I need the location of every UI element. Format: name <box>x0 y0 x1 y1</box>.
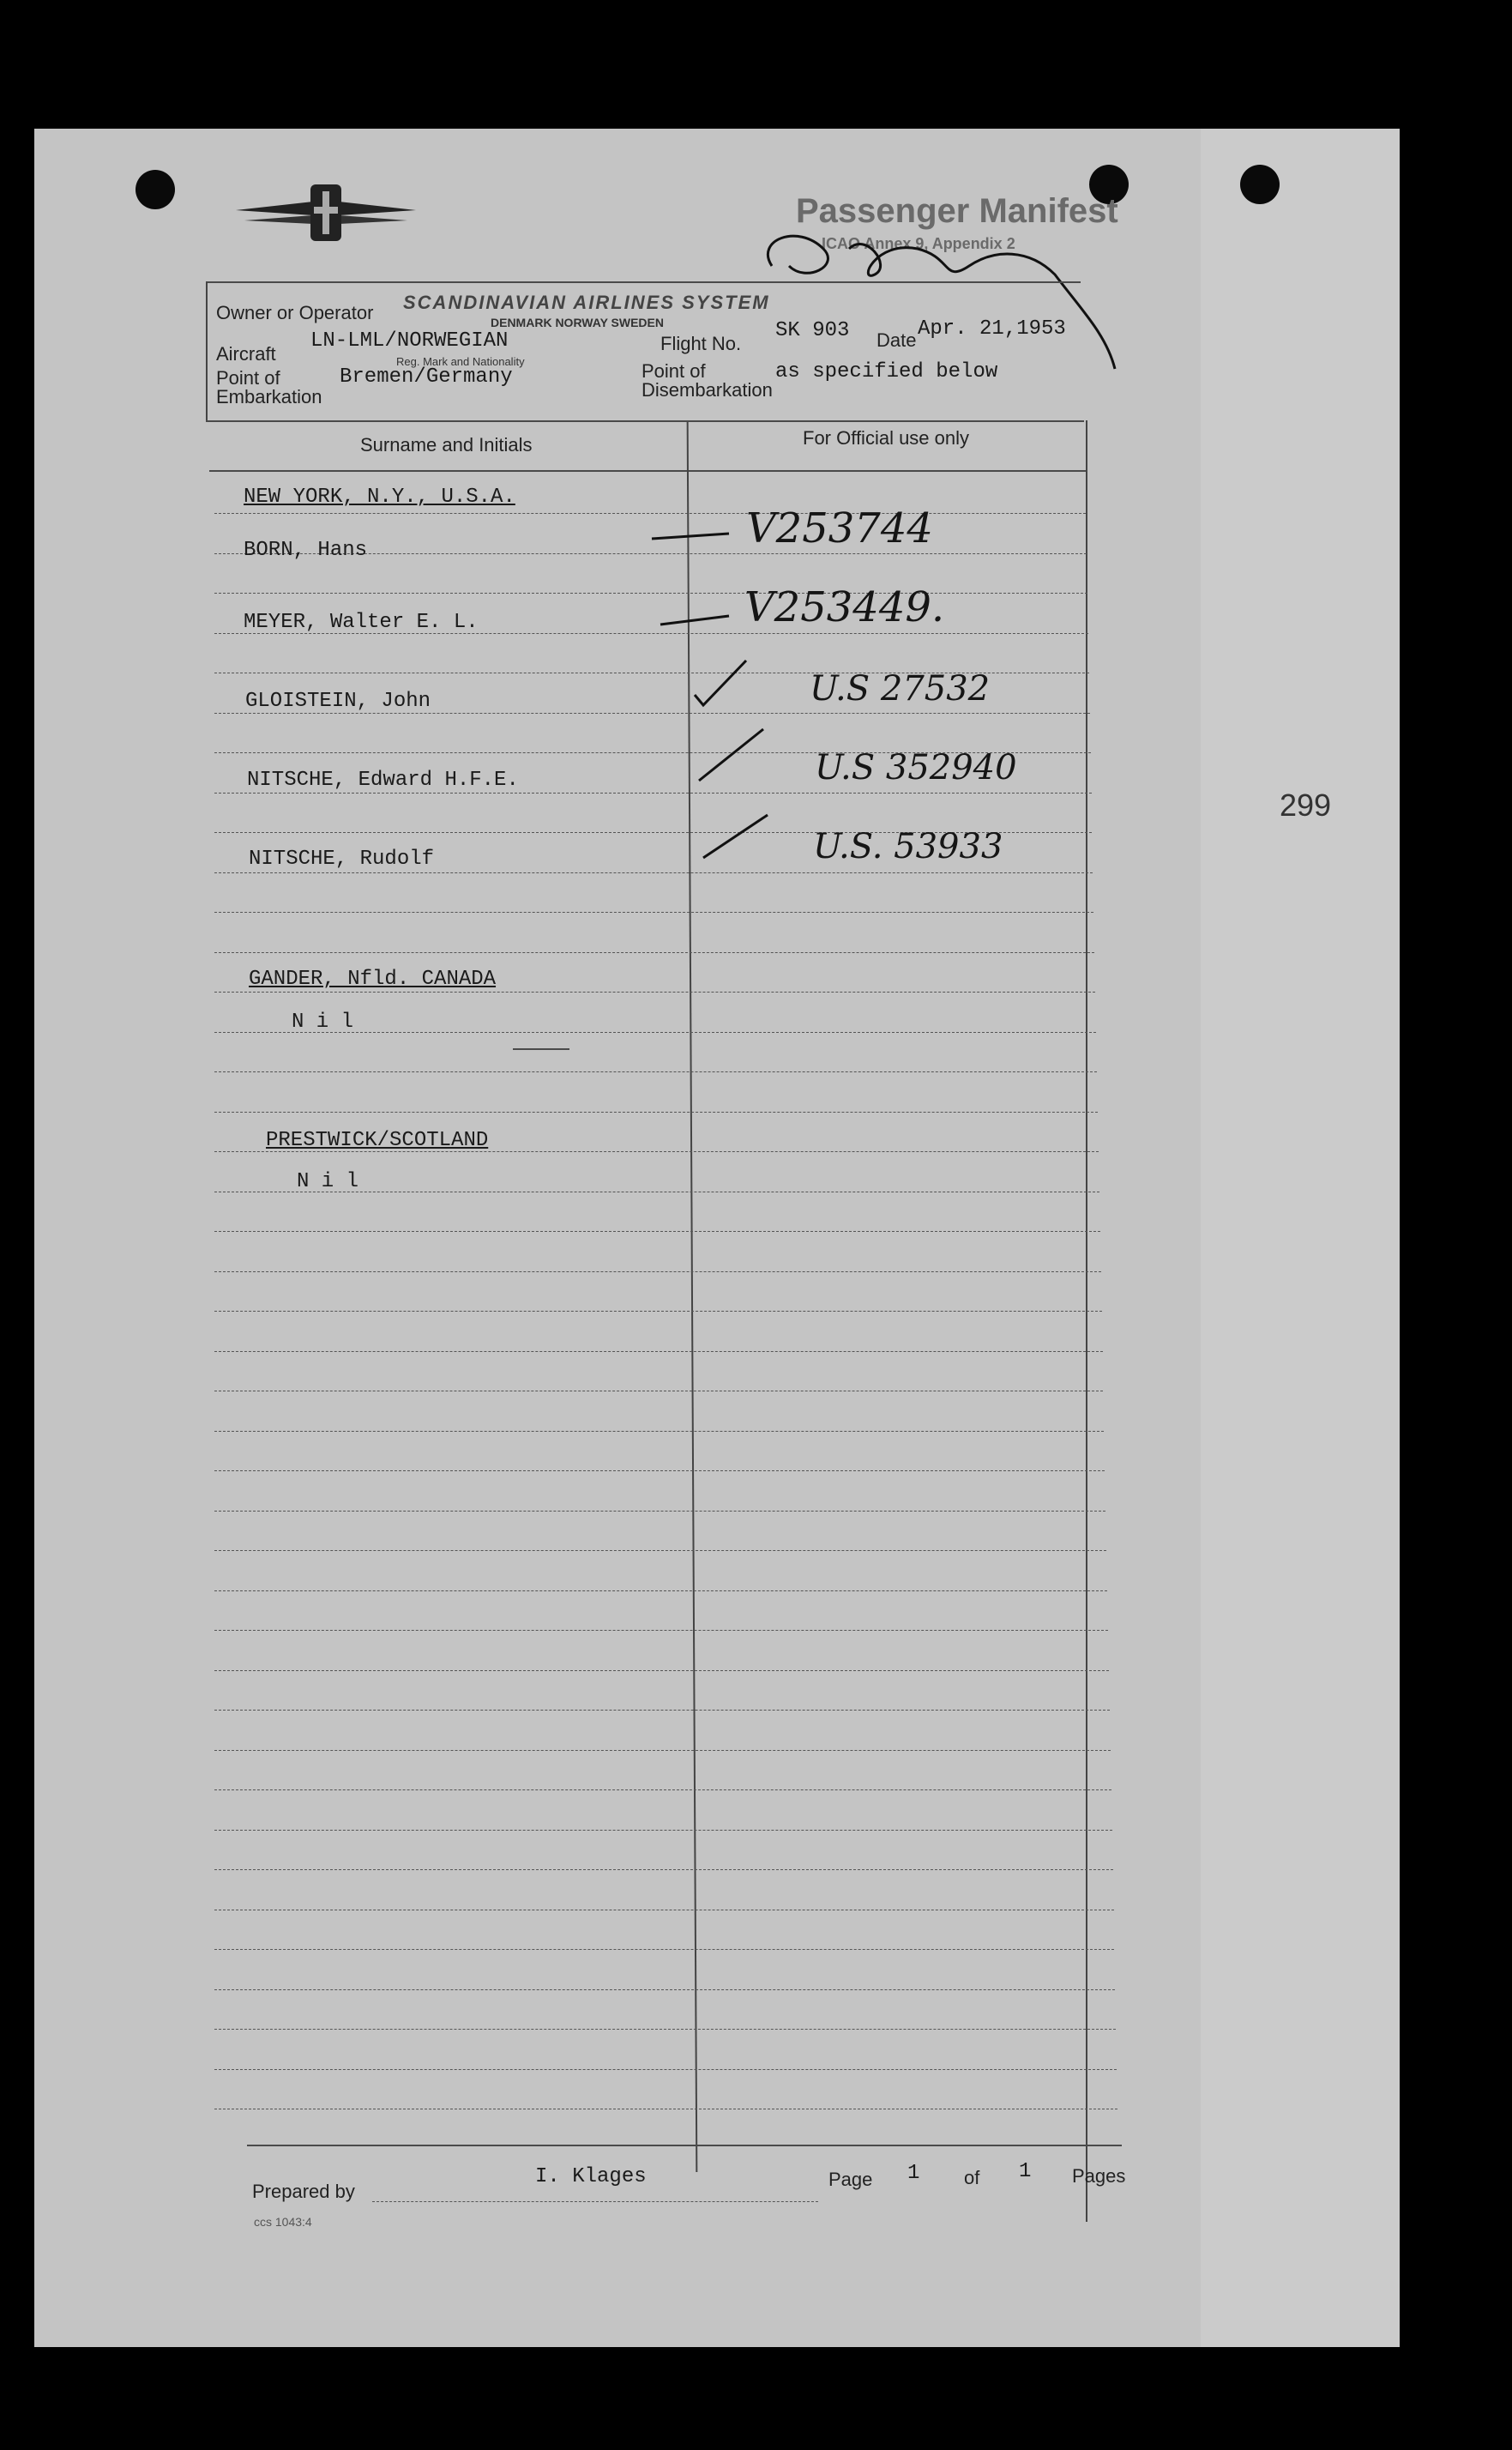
owner-countries: DENMARK NORWAY SWEDEN <box>491 316 664 329</box>
owner-label: Owner or Operator <box>216 302 374 323</box>
ruled-line <box>214 992 1095 993</box>
ruled-line <box>214 1710 1110 1711</box>
check-marks <box>643 515 780 875</box>
ruled-line <box>214 2029 1116 2030</box>
footer-top-rule <box>247 2145 1122 2146</box>
official-entry: U.S 27532 <box>810 669 991 709</box>
passenger-name: BORN, Hans <box>244 539 368 562</box>
official-header: For Official use only <box>803 427 970 449</box>
nil-underline <box>513 1048 569 1050</box>
owner-value: SCANDINAVIAN AIRLINES SYSTEM <box>403 292 770 313</box>
column-header-rule <box>209 470 1086 472</box>
disembark-value: as specified below <box>775 360 998 383</box>
ruled-line <box>214 1869 1113 1870</box>
page-value: 1 <box>907 2162 920 2185</box>
destination-gander: GANDER, Nfld. CANADA <box>249 968 497 991</box>
official-entry: V253744 <box>746 504 933 552</box>
pages-label: Pages <box>1072 2165 1126 2187</box>
date-value: Apr. 21,1953 <box>918 317 1066 341</box>
destination-new-york: NEW YORK, N.Y., U.S.A. <box>244 486 515 509</box>
header-top-rule <box>206 281 1081 283</box>
of-value: 1 <box>1019 2160 1032 2183</box>
ruled-line <box>214 1670 1109 1671</box>
ruled-line <box>214 513 1086 514</box>
ruled-line <box>214 2069 1117 2070</box>
of-label: of <box>964 2167 980 2188</box>
handwritten-mark <box>746 214 1123 377</box>
ruled-line <box>214 1789 1111 1790</box>
form-code: ccs 1043:4 <box>254 2215 312 2229</box>
passenger-name: NITSCHE, Rudolf <box>249 848 435 871</box>
nil-entry: N i l <box>297 1170 359 1193</box>
nil-entry: N i l <box>292 1011 354 1034</box>
embark-value: Bremen/Germany <box>340 365 513 389</box>
ruled-line <box>214 1949 1114 1950</box>
right-border <box>1086 420 1087 2222</box>
header-bottom-rule <box>206 420 1084 422</box>
paper-margin <box>1201 129 1400 2347</box>
disembark-label-2: Disembarkation <box>642 379 773 401</box>
ruled-line <box>214 912 1093 913</box>
airline-logo-icon <box>232 176 420 253</box>
prepared-value: I. Klages <box>535 2165 647 2188</box>
form-title: Passenger Manifest <box>796 192 1118 230</box>
official-entry: U.S 352940 <box>815 748 1017 788</box>
ruled-line <box>214 1590 1107 1591</box>
ruled-line <box>214 1311 1102 1312</box>
destination-prestwick: PRESTWICK/SCOTLAND <box>266 1129 489 1152</box>
ruled-line <box>214 952 1094 953</box>
embark-label-1: Point of <box>216 367 280 389</box>
ruled-line <box>214 1830 1112 1831</box>
prepared-label: Prepared by <box>252 2181 355 2202</box>
passenger-name: GLOISTEIN, John <box>245 690 431 713</box>
ruled-line <box>214 1231 1100 1232</box>
aircraft-label: Aircraft <box>216 343 276 365</box>
page-label: Page <box>828 2169 873 2190</box>
surname-header: Surname and Initials <box>360 434 533 456</box>
left-border <box>206 281 208 420</box>
flight-label: Flight No. <box>660 333 742 354</box>
embark-label-2: Embarkation <box>216 386 322 407</box>
official-entry: U.S. 53933 <box>813 827 1003 866</box>
ruled-line <box>214 1989 1115 1990</box>
date-label: Date <box>876 329 917 351</box>
passenger-name: MEYER, Walter E. L. <box>244 611 479 634</box>
punch-hole-left <box>136 170 175 209</box>
ruled-line <box>214 1271 1101 1272</box>
ruled-line <box>214 1431 1104 1432</box>
flight-value: SK 903 <box>775 319 850 342</box>
ruled-line <box>214 1550 1106 1551</box>
margin-page-number: 299 <box>1280 788 1332 823</box>
prepared-line <box>372 2201 818 2202</box>
aircraft-value: LN-LML/NORWEGIAN <box>310 329 509 353</box>
punch-hole-right <box>1240 165 1280 204</box>
ruled-line <box>214 1071 1097 1072</box>
official-entry: V253449. <box>744 583 945 631</box>
ruled-line <box>214 1112 1098 1113</box>
ruled-line <box>214 1630 1108 1631</box>
aircraft-sublabel: Reg. Mark and Nationality <box>396 355 525 368</box>
ruled-line <box>214 1750 1111 1751</box>
ruled-line <box>214 1351 1103 1352</box>
ruled-line <box>214 1470 1105 1471</box>
form-subtitle: ICAO Annex 9, Appendix 2 <box>822 235 1015 252</box>
passenger-name: NITSCHE, Edward H.F.E. <box>247 769 519 792</box>
disembark-label-1: Point of <box>642 360 706 382</box>
manifest-paper <box>34 129 1400 2347</box>
ruled-line <box>214 1511 1105 1512</box>
